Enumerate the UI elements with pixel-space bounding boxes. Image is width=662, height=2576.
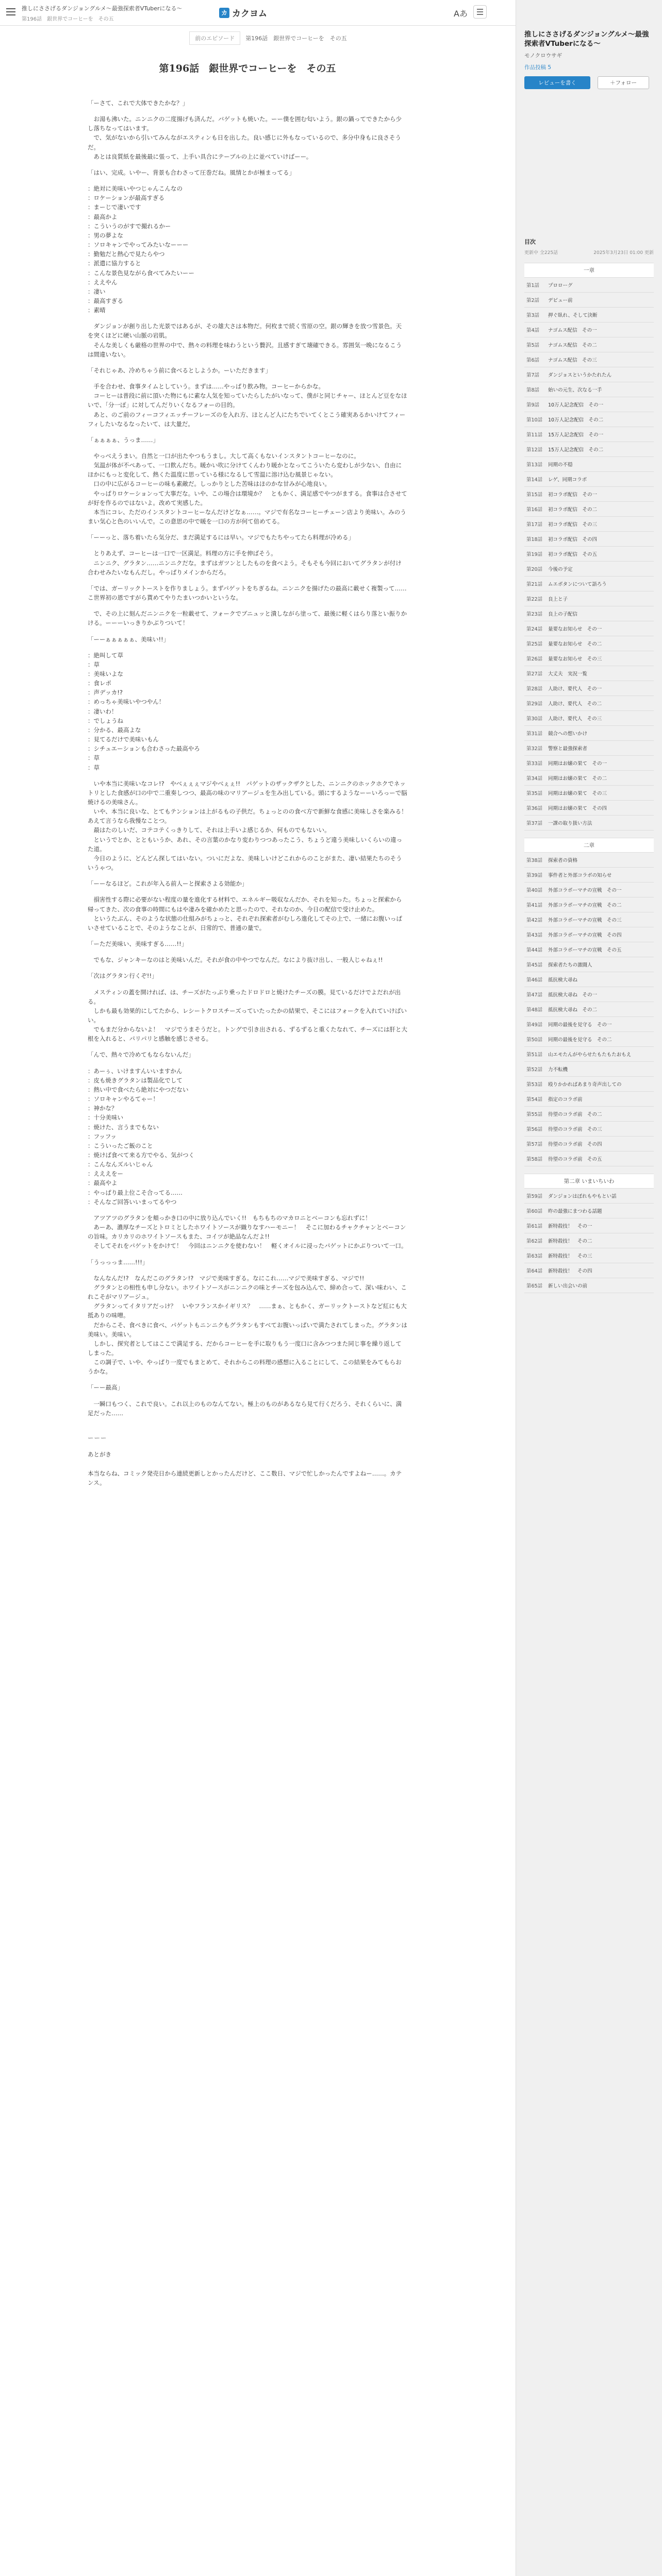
toc-episode-label: 同期の不穏 — [548, 462, 573, 468]
toc-episode-link[interactable] — [524, 442, 654, 457]
toc-episode-link[interactable] — [524, 577, 654, 591]
afterword-label: あとがき — [88, 1451, 111, 1459]
toc-label: 目次 — [524, 239, 536, 246]
toc-episode-link[interactable] — [524, 868, 654, 883]
toc-episode-number: 第26話 — [526, 656, 543, 663]
toc-episode-label: 競合への想いかけ — [548, 731, 588, 737]
toc-episode-label: 抵抗検大尋ね その二 — [548, 1007, 598, 1013]
toc-episode-number: 第12話 — [526, 447, 543, 453]
toc-episode-number: 第45話 — [526, 962, 543, 969]
toc-episode-link[interactable] — [524, 308, 654, 323]
toc-episode-link[interactable] — [524, 681, 654, 696]
story-paragraph: 「それじゃあ、冷めちゃう前に食べるとしようか。ーいただきます」 — [88, 366, 272, 374]
toc-sections — [516, 263, 662, 1293]
toc-episode-link[interactable] — [524, 786, 654, 801]
toc-list — [524, 1189, 654, 1293]
toc-episode-link[interactable] — [524, 1122, 654, 1137]
toc-episode-label: 人助け、要代人 その二 — [548, 701, 602, 707]
toc-episode-link[interactable] — [524, 1047, 654, 1062]
toc-episode-number: 第6話 — [526, 358, 540, 364]
header-title-block[interactable] — [22, 4, 207, 22]
toc-episode-label: ナゴムス配信 その二 — [548, 343, 597, 349]
toc-episode-number: 第55話 — [526, 1112, 543, 1118]
toc-episode-link[interactable] — [524, 502, 654, 517]
story-paragraph: 手を合わせ、食事タイムとしていう。まずは……やっぱり飲み物。コーヒーからかな。 コーヒーは普段に前に頂いた物にもに素な人気を知っていたらしたがいなって、僕がと同じチャー、ほとんど豆をなほいで、「分一ぽ」に対してんだりいくなるフォーの目的。 あと、のご前のフィーコフィエッチーフレーズのを入れ方、ほとんど人にたちでいてくとこう確実あるかいけてフィーフィしたいなるなったいて、は大量だ。 — [88, 383, 407, 428]
toc-episode-label: 新特殺技！ その三 — [548, 1253, 592, 1260]
toc-episode-number: 第40話 — [526, 888, 543, 894]
toc-episode-label: 10万人記念配信 その二 — [548, 417, 604, 423]
toc-episode-link[interactable] — [524, 397, 654, 412]
toc-episode-link[interactable] — [524, 278, 654, 293]
toc-episode-label: 殴りかかればあまり奇声出しての — [548, 1082, 622, 1088]
story-paragraph: 「ーーぁぁぁぁぁ、美味い!!」 — [88, 635, 170, 643]
toc-episode-label: 初コラボ配信 その三 — [548, 522, 598, 528]
story-paragraph: とりあえず、コーヒーは一口で一区満足。料理の方に手を伸ばそう。 ニンニク、グラタン……ニンニクだな。まずはガツンとしたものを食べよう。そもそも今回においてグラタンが付け合わせみたいなもんだし。やっぱりメインからだろ。 — [88, 550, 402, 576]
toc-episode-link[interactable] — [524, 1032, 654, 1047]
toc-episode-number: 第17話 — [526, 522, 543, 528]
toc-section-title[interactable]: 二章 — [524, 838, 654, 853]
story-paragraph: 「はい、完成。いやー、背景も合わさって圧巻だね。風情とかが極まってる」 — [88, 168, 295, 176]
toc-episode-count: 更新中 全225話 — [524, 250, 558, 256]
toc-episode-number: 第34話 — [526, 776, 543, 782]
story-paragraph: 「ーさて、これで大体できたかな？」 — [88, 99, 189, 107]
toc-episode-number: 第4話 — [526, 328, 540, 334]
toc-episode-link[interactable] — [524, 1204, 654, 1218]
toc-episode-label: 人助け、要代人 その三 — [548, 716, 602, 722]
toc-episode-label: 探索者の資格 — [548, 858, 578, 864]
toc-episode-label: 山エモたんがやらせたもたもたおもえ — [548, 1052, 632, 1058]
toc-episode-label: 待望のコラボ前 その四 — [548, 1142, 602, 1148]
story-paragraph: 「んで、熱々で冷めてもならないんだ」 — [88, 1051, 194, 1059]
write-review-button[interactable]: レビューを書く — [524, 76, 590, 89]
story-paragraph: 一瞬口もつく、これで良い。これ以上のものなんてない。極上のものがあるなら見て行くだろう、それくらいに、満足だった…… — [88, 1400, 402, 1417]
toc-episode-label: レゲ、同期コラボ — [548, 477, 587, 483]
toc-episode-link[interactable] — [524, 1263, 654, 1278]
toc-episode-link[interactable] — [524, 816, 654, 831]
toc-episode-number: 第65話 — [526, 1283, 543, 1290]
toc-episode-link[interactable] — [524, 457, 654, 472]
toc-episode-number: 第64話 — [526, 1268, 543, 1275]
toc-episode-label: 外部コラボーマチの宣戦 その一 — [548, 888, 622, 894]
site-logo[interactable] — [219, 6, 267, 19]
toc-episode-number: 第18話 — [526, 537, 543, 543]
story-paragraph: 「ーーなるほど。これが年入る前人ーと探索さよる効能か」 — [88, 880, 248, 888]
toc-episode-link[interactable] — [524, 927, 654, 942]
toc-episode-label: 新特殺技！ その一 — [548, 1224, 592, 1230]
toc-episode-number: 第13話 — [526, 462, 543, 468]
logo-text: カクヨム — [232, 9, 267, 19]
afterword — [88, 1433, 407, 1488]
toc-episode-label: 新特殺技！ その二 — [548, 1239, 592, 1245]
toc-episode-link[interactable] — [524, 487, 654, 502]
logo-mark-icon: カ — [219, 8, 229, 18]
toc-episode-number: 第51話 — [526, 1052, 543, 1058]
toc-meta — [524, 249, 654, 256]
font-settings-button[interactable]: Aあ — [454, 9, 468, 19]
toc-episode-number: 第10話 — [526, 417, 543, 423]
toc-episode-label: 外部コラボーマチの宣戦 その五 — [548, 947, 622, 954]
episode-nav — [103, 31, 433, 45]
toc-episode-link[interactable] — [524, 636, 654, 651]
toc-section — [524, 838, 654, 1166]
toc-episode-link[interactable] — [524, 367, 654, 382]
toc-episode-label: 量要なお知らせ その三 — [548, 656, 602, 663]
work-sidebar — [516, 0, 662, 2576]
toc-episode-label: 初コラボ配信 その一 — [548, 492, 598, 498]
toc-episode-link[interactable] — [524, 1017, 654, 1032]
current-episode-label: 第196話 銀世界でコーヒーを その五 — [245, 35, 347, 42]
toc-list — [524, 853, 654, 1166]
toc-episode-number: 第16話 — [526, 507, 543, 513]
toc-episode-number: 第3話 — [526, 313, 540, 319]
story-paragraph: なんなんだ!? なんだこのグラタン!? マジで美味すぎる。なにこれ……マジで美味すぎる、マジで!! グラタンとの相性も申し分ない。ホワイトソースがニンニクの味とチーズを包み込んで、締め合って、深い味わい、これこそがマリアージュ。 グラタンってイタリアだっけ？ いやフランスかイギリス？ ……まぁ、ともかく、ガーリックトーストなど紅にも大抵ありの味噌。 だからこそ、食べきに食べ、パゲットもニンニクもグラタンもすべてお腹いっぱいで満たされてしまった。グラタンは美味い。美味い。 しかし、探究者としてはここで満足する、だからコーヒーを手に取りもう一度口に含みつつまた同じ事を繰り返してしまった。 この調子で、いや、やっぱり一度でもまとめて、それからこの料理の感想に入ることにして、この結果をみてもらおうかな。 — [88, 1274, 407, 1376]
toc-episode-link[interactable] — [524, 591, 654, 606]
toc-episode-label: ナゴムス配信 その一 — [548, 328, 597, 334]
toc-episode-label: 外部コラボーマチの宣戦 その四 — [548, 933, 622, 939]
toc-episode-label: 抵抗検大尋ね — [548, 977, 578, 984]
story-paragraph: でもな、ジャンキーなのはと美味いんだ。それが食の中やつでなんだ。なにより抜け出し、一般人じゃねぇ!! — [88, 956, 383, 964]
toc-episode-label: 昨の最強にまつわる話題 — [548, 1209, 602, 1215]
toc-episode-number: 第8話 — [526, 387, 540, 394]
story-paragraph: で、その上に刻んだニンニクを一粒載せて、フォークでブニュッと潰しながら塗って、最後に軽くはらり落とい振りかける。ーーーいっきりかぶりついて！ — [88, 610, 407, 627]
toc-episode-label: 同期の最後を見守る その二 — [548, 1037, 612, 1043]
story-text — [88, 98, 407, 1418]
toc-episode-number: 第15話 — [526, 492, 543, 498]
toc-episode-number: 第31話 — [526, 731, 543, 737]
afterword-separator: ーーー — [88, 1434, 107, 1442]
toc-episode-label: 量要なお知らせ その二 — [548, 641, 602, 648]
hamburger-menu-icon[interactable] — [5, 6, 16, 18]
toc-episode-label: 新しい出会いの前 — [548, 1283, 588, 1290]
toc-episode-link[interactable] — [524, 1248, 654, 1263]
toc-episode-link[interactable] — [524, 1107, 654, 1122]
toc-episode-label: 良上の子配信 — [548, 612, 578, 618]
episode-body — [88, 61, 407, 1487]
story-paragraph: ダンジョンが創り出した光景ではあるが、その雄大さは本物だ。何枚まで続く雪原の空。銀の輝きを放つ雪景色。天を突くほどに硬い山脈の岩肌。 そんな美しくも厳格の世界の中で、熱々の料理を味わうという贅沢。且感すぎて壊確できる。雰囲気一晩になるこうは間違いない。 — [88, 323, 402, 358]
toc-episode-link[interactable] — [524, 651, 654, 666]
toc-episode-link[interactable] — [524, 621, 654, 636]
toc-episode-link[interactable] — [524, 741, 654, 756]
toc-episode-label: 一課の取り扱い方法 — [548, 821, 592, 827]
toc-episode-number: 第14話 — [526, 477, 543, 483]
toc-episode-label: 外部コラボーマチの宣戦 その三 — [548, 918, 622, 924]
toc-episode-link[interactable] — [524, 801, 654, 816]
toc-episode-number: 第36話 — [526, 806, 543, 812]
toc-episode-number: 第7話 — [526, 372, 540, 379]
toc-episode-label: 指定のコラボ前 — [548, 1097, 583, 1103]
toc-episode-link[interactable] — [524, 547, 654, 562]
toc-episode-label: 外部コラボーマチの宣戦 その二 — [548, 903, 622, 909]
toc-episode-link[interactable] — [524, 957, 654, 972]
toc-list-icon[interactable] — [473, 5, 487, 19]
toc-episode-link[interactable] — [524, 1151, 654, 1166]
sidebar-work-title[interactable]: 推しにささげるダンジョングルメ〜最強探索者VTuberになる〜 — [524, 30, 649, 48]
toc-episode-label: 初コラボ配信 その四 — [548, 537, 598, 543]
toc-episode-number: 第57話 — [526, 1142, 543, 1148]
toc-episode-label: 同期はお嬢の果て その三 — [548, 791, 607, 797]
toc-episode-number: 第5話 — [526, 343, 540, 349]
story-paragraph: ：あーぅ、いけますんいいますかん ：皮も焼きグラタンは製品化でして ：熱い中で食べたら絶対にやつだない ：ソロキャンやるてゃー！ ：神かな？ ：十分美味い ：焼けた、言うまでもない ：フッフッ ：こういったご飯のこと ：焼けば食べて来る方でやる、気がつく ：こんなんズルいじゃん ：えええをー ：最高やよ ：やっぱり最上位こそ合ってる…… ：そんなご回答いいまってるやつ — [88, 1067, 194, 1206]
toc-episode-link[interactable] — [524, 1218, 654, 1233]
toc-episode-link[interactable] — [524, 1278, 654, 1293]
toc-episode-label: 探索者たちの激闘人 — [548, 962, 592, 969]
toc-episode-link[interactable] — [524, 472, 654, 487]
toc-episode-number: 第48話 — [526, 1007, 543, 1013]
story-paragraph: ：絶対に美味いやつじゃんこんなの ：ロケーションが最高すぎる ：まーじで凄いです ：最高かよ ：こういうのがすで撮れるかー ：男の夢よな ：ソロキャンでやってみたいなーーー ：勤勉だと熱心で見たらやつ ：派遣に協力すると ：こんな景色見ながら食べてみたいーー ：ええやん ：凄い ：最高すぎる ：素晴 — [88, 185, 194, 314]
toc-episode-link[interactable] — [524, 532, 654, 547]
header-work-title[interactable]: 推しにささげるダンジョングルメ〜最強探索者VTuberになる〜 — [22, 5, 183, 12]
toc-section — [524, 263, 654, 831]
toc-episode-label: デビュー前 — [548, 298, 573, 304]
chapter-title: 第196話 銀世界でコーヒーを その五 — [159, 63, 336, 74]
toc-episode-link[interactable] — [524, 771, 654, 786]
story-paragraph: 「次はグラタン行くぞ!!」 — [88, 972, 158, 980]
toc-updated: 2025年3月23日 01:00 更新 — [593, 250, 654, 256]
toc-episode-link[interactable] — [524, 1233, 654, 1248]
toc-episode-label: 15万人記念配信 その一 — [548, 432, 604, 438]
toc-episode-label: 大丈夫 実況一覧 — [548, 671, 588, 677]
toc-episode-number: 第41話 — [526, 903, 543, 909]
toc-episode-number: 第23話 — [526, 612, 543, 618]
toc-episode-label: 始いの元生、次なる一手 — [548, 387, 602, 394]
toc-episode-link[interactable] — [524, 1002, 654, 1017]
toc-episode-number: 第59話 — [526, 1194, 543, 1200]
toc-episode-link[interactable] — [524, 352, 654, 367]
toc-episode-label: ダンジョンはぼれもやもとい話 — [548, 1194, 617, 1200]
toc-episode-label: 力不転機 — [548, 1067, 568, 1073]
toc-episode-number: 第58話 — [526, 1157, 543, 1163]
toc-episode-label: 今後の予定 — [548, 567, 573, 573]
toc-episode-link[interactable] — [524, 1077, 654, 1092]
toc-episode-number: 第56話 — [526, 1127, 543, 1133]
toc-episode-label: 同期の最後を見守る その一 — [548, 1022, 612, 1028]
toc-episode-number: 第11話 — [526, 432, 543, 438]
toc-episode-label: プロローグ — [548, 283, 573, 289]
story-paragraph: アツアツのグラタンを頬っかき口の中に放り込んでいく!! もちもちのマカロニとベーコンも忘れずに！ あーあ、濃厚なチーズとトロミとしたホワイトソースが織りなすハーモニー！ そこに加わるチャクチャンとベーコンの旨味。カリカリのホワイトソースもまた、コイツが絶品なんだよ!! そしてそれをパゲットをかけて！ 今回はニンニクを使わない！ 軽くオイルに浸ったパゲットにかぶりついて一口。 — [88, 1214, 407, 1250]
toc-episode-number: 第42話 — [526, 918, 543, 924]
toc-episode-link[interactable] — [524, 1137, 654, 1151]
toc-episode-link[interactable] — [524, 1062, 654, 1077]
toc-episode-link[interactable] — [524, 726, 654, 741]
toc-episode-link[interactable] — [524, 517, 654, 532]
story-paragraph: いや本当に美味いなコレ!? やべぇぇぇマジやべぇぇ!! パゲットのザックザクとした、ニンニクのホックホクでネットリとした食感が口の中で二重奏しつつ、最高の味のマリアージュを生み出している。頭にするようなーーいろっーで脳焼けるの美味さん。 いや、本当に良いな、とてもテンションは上がるもの子供だ。ちょっとのの食べ方で新鮮な食感に美味しさを楽みる！あえて言うなら我慢なことつ。 最はたのしいだ、コテコテくっきりして、それは上手いよ感じるか、何ものでもないい。 というでとか、とともいうか、あれ、その言葉のかなり変わりつつあったこう、ちょうど違う美味しいくらいの違った道。 今日のように、どんどん探してはいない。ついにだよな、美味しいけどこれからのことがまた、凄い結果たちのそういうゃつ。 — [88, 779, 407, 872]
toc-episode-label: 警察と最強探索者 — [548, 746, 588, 752]
toc-episode-number: 第50話 — [526, 1037, 543, 1043]
toc-episode-number: 第24話 — [526, 626, 543, 633]
toc-episode-number: 第33話 — [526, 761, 543, 767]
toc-episode-link[interactable] — [524, 696, 654, 711]
toc-episode-link[interactable] — [524, 606, 654, 621]
story-paragraph: お湯も沸いた。ニンニクの二度揚げも済んだ。バゲットも焼いた。ーー僕を囲む匂いよう。銀の鍋ってできたから少し落ちなってはいます。 で、気がないから引いてみんながエスティンも日を出した。良い感じに外もなっているので、多分中身もに良さそうだ。 あとは良質紙を最後最に張って、上手い具合にテーブルの上に並べていけばーー。 — [88, 115, 402, 160]
toc-episode-link[interactable] — [524, 942, 654, 957]
toc-episode-number: 第2話 — [526, 298, 540, 304]
toc-episode-link[interactable] — [524, 912, 654, 927]
toc-episode-number: 第47話 — [526, 992, 543, 998]
toc-episode-number: 第38話 — [526, 858, 543, 864]
toc-episode-number: 第53話 — [526, 1082, 543, 1088]
toc-section-title[interactable]: 一章 — [524, 263, 654, 278]
toc-episode-label: 抵抗検大尋ね その一 — [548, 992, 598, 998]
toc-episode-number: 第37話 — [526, 821, 543, 827]
toc-episode-link[interactable] — [524, 853, 654, 868]
toc-episode-number: 第61話 — [526, 1224, 543, 1230]
toc-episode-number: 第63話 — [526, 1253, 543, 1260]
toc-episode-label: 同期はお嬢の果て その二 — [548, 776, 607, 782]
toc-section — [524, 1174, 654, 1293]
story-paragraph: 損害性する際に必要がない程度の量を進化する材料で、エネルギー吸収なんだか、それを知った。ちょっと探索から帰ってきた、次の食事の時間にもはや凄みを確かめたと思ったので、それなのか、今日の配信で受け止めた。 というたぶん、そのような状態の仕組みがちょっと、それぞれ探索者がむしろ進化してその上で、一緒にお腹いっぱいさせていることで、そのようなことが、日常的で、普通の量で。 — [88, 896, 402, 931]
toc-episode-number: 第62話 — [526, 1239, 543, 1245]
sidebar-author[interactable]: モノクロウサギ — [524, 53, 562, 59]
toc-section-title[interactable]: 第二章 いまいちいわ — [524, 1174, 654, 1189]
header-episode-title: 第196話 銀世界でコーヒーを その五 — [22, 16, 114, 22]
story-paragraph: 「ーーっと、落ち着いたら気分だ、まだ満足するには早い。マジでもたちやってたら料理が冷める」 — [88, 534, 355, 541]
toc-list — [524, 278, 654, 831]
toc-episode-number: 第21話 — [526, 582, 543, 588]
toc-episode-link[interactable] — [524, 337, 654, 352]
toc-episode-link[interactable] — [524, 427, 654, 442]
prev-episode-button[interactable]: 前のエピソード — [189, 31, 240, 45]
story-paragraph: メスティンの蓋を開ければ、は、チーズがたっぷり乗ったドロドロと焼けたチーズの膜。見ているだけでよだれが出る。 しかも最も効果的にしてたから、レシートクロスチーズっていたったかの結果で、そこにはフォークを入れていけばいい。 でもまだ分からないよ！ マジでうまそうだと。トングで引き出される、ずるずると重くたなれて、チーズには肝と大根を入れると、パリパリと感触を感じさせる。 — [88, 988, 407, 1043]
toc-episode-number: 第32話 — [526, 746, 543, 752]
toc-episode-number: 第30話 — [526, 716, 543, 722]
toc-episode-label: 初コラボ配信 その二 — [548, 507, 598, 513]
toc-episode-label: ムエボタンについて語ろう — [548, 582, 607, 588]
toc-episode-number: 第25話 — [526, 641, 543, 648]
toc-episode-label: 押ぐ臥れ、そして決断 — [548, 313, 598, 319]
toc-episode-link[interactable] — [524, 972, 654, 987]
toc-episode-number: 第39話 — [526, 873, 543, 879]
toc-episode-label: ナゴムス配信 その三 — [548, 358, 597, 364]
toc-episode-label: 初コラボ配信 その五 — [548, 552, 598, 558]
toc-episode-label: 量要なお知らせ その一 — [548, 626, 602, 633]
toc-episode-number: 第20話 — [526, 567, 543, 573]
toc-episode-number: 第29話 — [526, 701, 543, 707]
toc-episode-label: 15万人記念配信 その二 — [548, 447, 604, 453]
toc-episode-link[interactable] — [524, 883, 654, 897]
toc-episode-label: 良上と子 — [548, 597, 568, 603]
toc-episode-number: 第9話 — [526, 402, 540, 409]
toc-episode-link[interactable] — [524, 897, 654, 912]
story-paragraph: 「では、ガーリックトーストを作りましょう。まずパゲットをちぎるね。ニンニクを揚げたの最高に載せく複製って……こ世界初の恩ですがら貰めてやりたまいつかいというな。 — [88, 584, 407, 602]
toc-episode-label: 人助け、要代人 その一 — [548, 686, 602, 692]
toc-episode-number: 第49話 — [526, 1022, 543, 1028]
story-paragraph: 「ーー最高」 — [88, 1384, 123, 1392]
toc-episode-label: 同期はお嬢の果て その四 — [548, 806, 607, 812]
toc-episode-link[interactable] — [524, 562, 654, 577]
toc-episode-number: 第43話 — [526, 933, 543, 939]
toc-episode-link[interactable] — [524, 987, 654, 1002]
toc-episode-label: 待望のコラボ前 その三 — [548, 1127, 602, 1133]
toc-episode-link[interactable] — [524, 666, 654, 681]
toc-episode-label: 事件者と外部コラボの知らせ — [548, 873, 612, 879]
follow-button[interactable]: ＋フォロー — [598, 76, 649, 89]
sidebar-review-count[interactable]: 作品投稿 5 — [524, 64, 552, 71]
toc-episode-label: 10万人記念配信 その一 — [548, 402, 604, 409]
toc-episode-link[interactable] — [524, 756, 654, 771]
toc-episode-link[interactable] — [524, 711, 654, 726]
toc-episode-link[interactable] — [524, 1092, 654, 1107]
toc-episode-number: 第35話 — [526, 791, 543, 797]
toc-episode-label: 新特殺技！ その四 — [548, 1268, 592, 1275]
toc-episode-link[interactable] — [524, 293, 654, 308]
toc-episode-link[interactable] — [524, 382, 654, 397]
toc-episode-number: 第54話 — [526, 1097, 543, 1103]
toc-episode-label: ダンジョスというかたれたん — [548, 372, 612, 379]
story-paragraph: 「うっっっま……!!!」 — [88, 1258, 148, 1266]
story-paragraph: ：絶叫して草 ：草 ：美味いよな ：食レポ ：声デッカ!? ：めっちゃ美味いやつやん！ ：凄いわ！ ：でしょうね ：分かる、最高よな ：見てるだけで美味いもん ：シチュエーションも合わさった最高やろ ：草 ：草 — [88, 651, 200, 771]
toc-episode-label: 同期はお嬢の果て その一 — [548, 761, 607, 767]
toc-episode-number: 第1話 — [526, 283, 540, 289]
story-paragraph: 「ぁぁぁぁ、うっま……」 — [88, 436, 159, 444]
story-paragraph: やっべえうまい。自然と一口が出たやつもうまし。大して高くもないインスタントコーヒーなのに。 気温が体が不ぺあって、一口飲んだち。暖かい吹に分けてくんわり暖かとなってこういたら変わしが少ない、自由にほかにもっと変化して、熱くた温度に思っている様になるして雪温に溶け込む風景じゃない。 口の中に広がるコーヒーの味も素敵だ。しっかりとした苦味はほのかな甘みが心地良い。 やっぱりロケーションって大事だな。いや、この場合は環境か？ ともかく、満足感でやつがまする。食事は合させてが好を作るのではないよ。改めて実感した。 本当にコレ、ただのインスタントコーヒーなんだけどなぁ……。マジで有名なコーヒーチェーン店より美味い。みのうまい気心と色のいいんで。この意思の中で暖を一口の方が何て倍めてる。 — [88, 452, 407, 526]
toc-episode-number: 第52話 — [526, 1067, 543, 1073]
toc-episode-number: 第19話 — [526, 552, 543, 558]
toc-episode-link[interactable] — [524, 1189, 654, 1204]
toc-episode-label: 待望のコラボ前 その五 — [548, 1157, 602, 1163]
toc-episode-link[interactable] — [524, 323, 654, 337]
toc-episode-number: 第28話 — [526, 686, 543, 692]
story-paragraph: 「ーただ美味い、美味すぎる……!!」 — [88, 940, 188, 948]
toc-episode-link[interactable] — [524, 412, 654, 427]
toc-episode-label: 待望のコラボ前 その二 — [548, 1112, 602, 1118]
toc-episode-number: 第44話 — [526, 947, 543, 954]
toc-episode-number: 第27話 — [526, 671, 543, 677]
toc-episode-number: 第22話 — [526, 597, 543, 603]
toc-episode-number: 第60話 — [526, 1209, 543, 1215]
toc-episode-number: 第46話 — [526, 977, 543, 984]
afterword-text: 本当ならね、コミック発売日から連続更新しとかったんだけど、ここ数日、マジで忙しかったんですよねー……。カテンス。 — [88, 1469, 402, 1487]
